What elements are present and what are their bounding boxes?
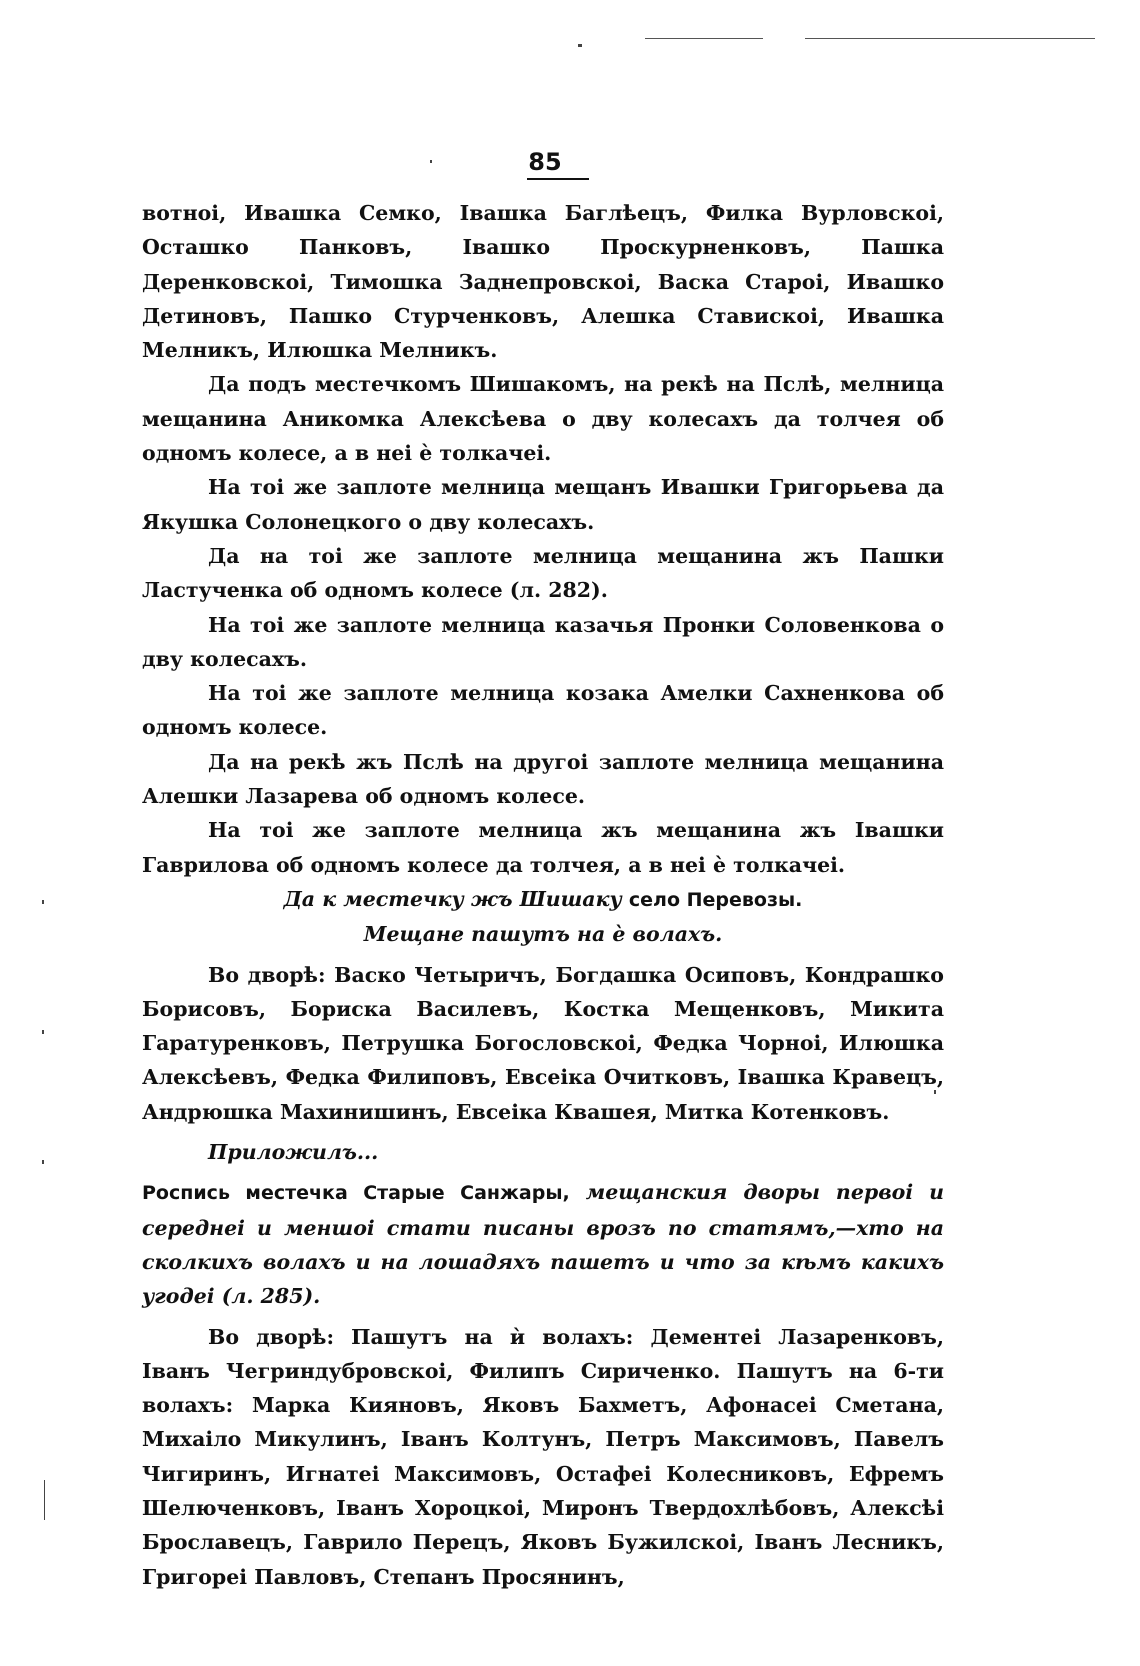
paragraph: Да на рекѣ жъ Пслѣ на другоі заплоте мелница мещанина Алешки Лазарева об одномъ колесе. (142, 749, 944, 809)
signature-line: Приложилъ... (208, 1140, 379, 1165)
paragraph: вотноі, Ивашка Семко, Івашка Баглѣецъ, Филка Вурловскоі, Осташко Панковъ, Івашко Проскурненковъ, Пашка Деренковскоі, Тимошка Заднепровскоі, Васка Староі, Ивашко Детиновъ, Пашко Стурченковъ, Алешка Ставискоі, Ивашка Мелникъ, Илюшка Мелникъ. (142, 201, 944, 363)
yard-list-paragraph: Во дворѣ: Васко Четыричъ, Богдашка Осиповъ, Кондрашко Борисовъ, Бориска Василевъ, Костка Мещенковъ, Микита Гаратуренковъ, Петрушка Богословскоі, Федка Чорноі, Илюшка Алексѣевъ, Федка Филиповъ, Евсеіка Очитковъ, Івашка Кравецъ, Андрюшка Махинишинъ, Евсеіка Квашея, Митка Котенковъ. (142, 962, 944, 1124)
section-heading (142, 882, 944, 917)
print-speck (42, 1030, 44, 1034)
paragraph: На тоі же заплоте мелница мещанъ Ивашки Григорьева да Якушка Солонецкого о дву колесахъ. (142, 475, 944, 534)
top-rule-right (805, 38, 1095, 39)
paragraph: На тоі же заплоте мелница козака Амелки Сахненкова об одномъ колесе. (142, 681, 944, 740)
print-speck (42, 1160, 44, 1164)
print-speck (44, 1480, 45, 1520)
paragraph: На тоі же заплоте мелница жъ мещанина жъ Івашки Гаврилова об одномъ колесе да толчея, а в неі ѐ толкачеі. (142, 818, 944, 877)
section-title-bold: Роспись местечка Старые Санжары, (142, 1182, 570, 1205)
page-body (142, 196, 944, 1594)
heading-italic: Да к местечку жъ Шишаку (283, 886, 622, 911)
section-title (142, 1175, 944, 1313)
page-number-underline (527, 178, 589, 180)
paragraph: Да на тоі же заплоте мелница мещанина жъ Пашки Ластученка об одномъ колесе (л. 282). (142, 543, 944, 603)
print-speck (578, 44, 582, 47)
print-speck (42, 900, 44, 904)
section-title-italic: мещанския дворы первоі и середнеі и меншоі стати писаны врозъ по статямъ,—хто на сколкихъ волахъ и на лошадяхъ пашетъ и что за кѣмъ какихъ угодеі (л. 285). (142, 1180, 945, 1309)
top-rule-left (645, 38, 763, 39)
paragraph: На тоі же заплоте мелница казачья Пронки Соловенкова о дву колесахъ. (142, 612, 944, 671)
page-number: 85 (528, 148, 562, 176)
section-subheading: Мещане пашутъ на ѐ волахъ. (363, 922, 723, 947)
paragraph: Да подъ местечкомъ Шишакомъ, на рекѣ на Пслѣ, мелница мещанина Аникомка Алексѣева о дву колесахъ да толчея об одномъ колесе, а в неі ѐ толкачеі. (142, 372, 944, 466)
final-paragraph: Во дворѣ: Пашутъ на ѝ волахъ: Дементеі Лазаренковъ, Іванъ Чегриндубровскоі, Филипъ Сириченко. Пашутъ на 6-ти волахъ: Марка Кияновъ, Яковъ Бахметъ, Афонасеі Сметана, Михаіло Микулинъ, Іванъ Колтунъ, Петръ Максимовъ, Павелъ Чигиринъ, Игнатеі Максимовъ, Остафеі Колесниковъ, Ефремъ Шелюченковъ, Іванъ Хороцкоі, Миронъ Твердохлѣбовъ, Алексѣі Брославецъ, Гаврило Перецъ, Яковъ Бужилскоі, Іванъ Лесникъ, Григореі Павловъ, Степанъ Просянинъ, (142, 1324, 944, 1589)
heading-bold: село Перевозы. (628, 888, 803, 911)
print-speck (430, 160, 432, 163)
